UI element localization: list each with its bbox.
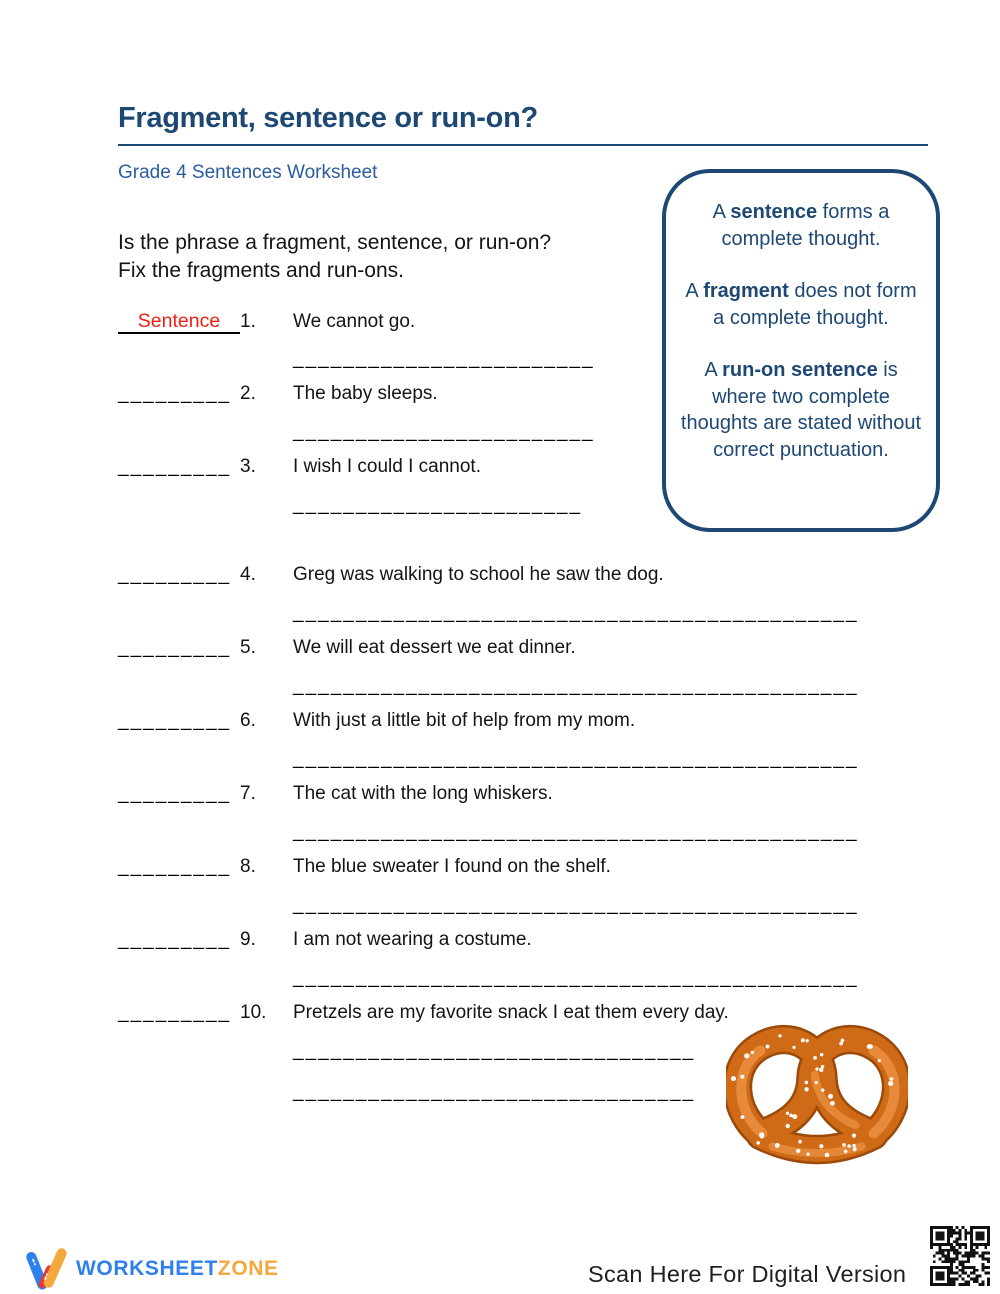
instructions xyxy=(118,229,551,285)
fix-answer-line: _____________________________________________ xyxy=(293,748,859,769)
item-number: 1. xyxy=(240,311,256,332)
item-number: 2. xyxy=(240,383,256,404)
fix-answer-line: _____________________________________________ xyxy=(293,675,859,696)
item-row xyxy=(118,637,908,661)
fix-answer-line: ________________________________ xyxy=(293,1081,696,1102)
answer-blank: _________ xyxy=(118,637,232,658)
item-number: 8. xyxy=(240,856,256,877)
item-row xyxy=(118,783,908,807)
answer-blank: _________ xyxy=(118,783,232,804)
fix-answer-line: ________________________________ xyxy=(293,1040,696,1061)
item-row xyxy=(118,383,908,407)
answer-blank: _________ xyxy=(118,1002,232,1023)
fix-answer-line: ________________________ xyxy=(293,421,595,442)
logo-zone: ZONE xyxy=(217,1257,279,1280)
item-row xyxy=(118,856,908,880)
item-number: 10. xyxy=(240,1002,267,1023)
item-sentence: The cat with the long whiskers. xyxy=(293,783,553,804)
pretzel-image xyxy=(726,1012,908,1168)
item-sentence: With just a little bit of help from my mom. xyxy=(293,710,636,731)
worksheetzone-w-icon xyxy=(24,1246,68,1292)
fix-answer-line: ________________________ xyxy=(293,348,595,369)
worksheetzone-logo xyxy=(24,1246,279,1292)
fix-answer-line: _______________________ xyxy=(293,494,583,515)
item-sentence: The blue sweater I found on the shelf. xyxy=(293,856,611,877)
scan-here-label: Scan Here For Digital Version xyxy=(588,1261,907,1287)
fix-answer-line: _____________________________________________ xyxy=(293,602,859,623)
item-sentence: I wish I could I cannot. xyxy=(293,456,481,477)
instructions-line-2: Fix the fragments and run-ons. xyxy=(118,259,404,282)
logo-text xyxy=(76,1257,279,1281)
title-block xyxy=(118,102,928,146)
fix-answer-line: _____________________________________________ xyxy=(293,967,859,988)
item-row xyxy=(118,710,908,734)
item-number: 4. xyxy=(240,564,256,585)
qr-code-icon xyxy=(930,1226,990,1286)
item-sentence: Greg was walking to school he saw the dog. xyxy=(293,564,664,585)
item-sentence: The baby sleeps. xyxy=(293,383,438,404)
logo-worksheet: WORKSHEET xyxy=(76,1257,218,1280)
fix-answer-line: _____________________________________________ xyxy=(293,894,859,915)
answer-blank: _________ xyxy=(118,856,232,877)
item-number: 9. xyxy=(240,929,256,950)
item-sentence: I am not wearing a costume. xyxy=(293,929,532,950)
item-number: 5. xyxy=(240,637,256,658)
answer-blank: _________ xyxy=(118,564,232,585)
item-row xyxy=(118,564,908,588)
item-row xyxy=(118,456,908,480)
definition-paragraph: A fragment does not form a complete thought. xyxy=(685,280,917,329)
definition-paragraph: A run-on sentence is where two complete thoughts are stated without correct punctuation. xyxy=(680,359,922,461)
answer-blank: _________ xyxy=(118,929,232,950)
item-number: 6. xyxy=(240,710,256,731)
item-row xyxy=(118,929,908,953)
answer-blank: _________ xyxy=(118,456,232,477)
fix-answer-line: _____________________________________________ xyxy=(293,821,859,842)
page-title: Fragment, sentence or run-on? xyxy=(118,102,538,134)
items-list xyxy=(118,310,908,1116)
instructions-line-1: Is the phrase a fragment, sentence, or run-on? xyxy=(118,231,552,254)
answer-filled: Sentence xyxy=(118,310,240,334)
answer-blank: _________ xyxy=(118,383,232,404)
item-number: 7. xyxy=(240,783,256,804)
item-sentence: We cannot go. xyxy=(293,311,416,332)
item-sentence: Pretzels are my favorite snack I eat them every day. xyxy=(293,1002,729,1023)
item-sentence: We will eat dessert we eat dinner. xyxy=(293,637,576,658)
answer-blank: _________ xyxy=(118,710,232,731)
page-subtitle: Grade 4 Sentences Worksheet xyxy=(118,162,378,183)
item-row xyxy=(118,310,908,334)
definition-paragraph: A sentence forms a complete thought. xyxy=(712,201,890,250)
item-number: 3. xyxy=(240,456,256,477)
